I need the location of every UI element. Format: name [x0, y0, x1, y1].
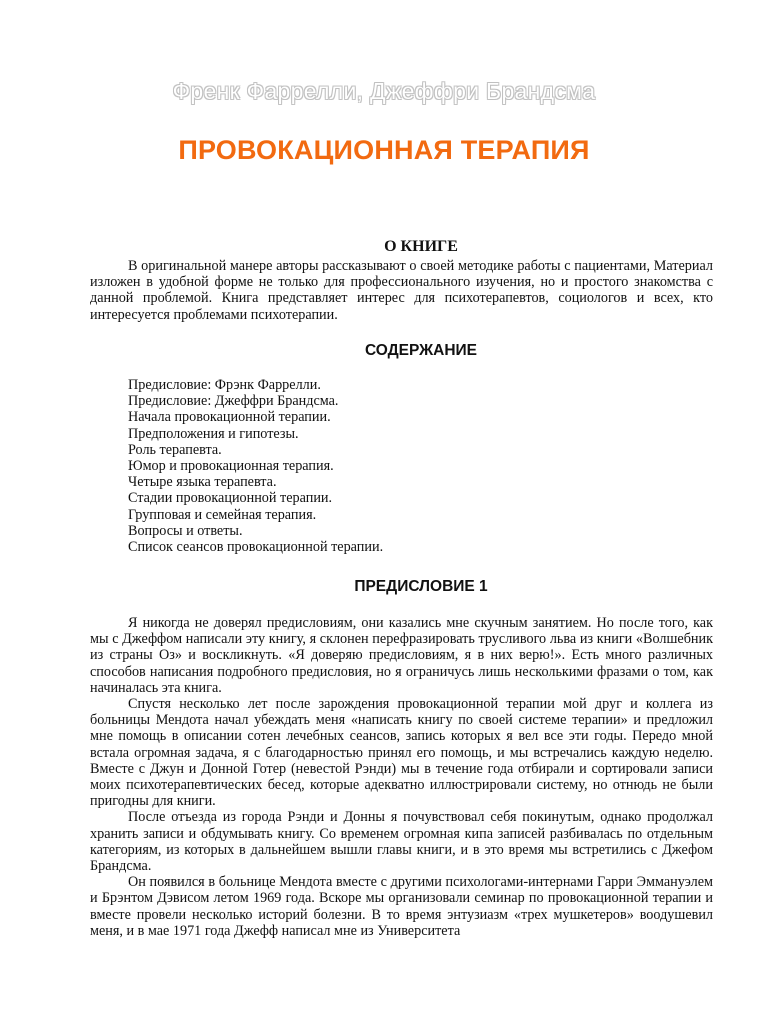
- contents-item: Предположения и гипотезы.: [128, 425, 299, 442]
- preface-paragraph: Спустя несколько лет после зарождения провокационной терапии мой друг и коллега из больницы Мендота начал убеждать меня «написать книгу по своей системе терапии» и предложил мне помощь в описании сотен лечебных сеансов, запись которых я вел все эти годы. Передо мной встала огромная задача, я с благодарностью принял его помощь, и мы встречались каждую неделю. Вместе с Джун и Донной Готер (невестой Рэнди) мы в течение года отбирали и сортировали записи моих психотерапевтических бесед, которые адекватно иллюстрировали систему, но отнюдь не были пригодны для книги.: [90, 696, 713, 810]
- contents-item: Список сеансов провокационной терапии.: [128, 539, 384, 556]
- preface-section: [90, 615, 713, 939]
- contents-item: Юмор и провокационная терапия.: [128, 458, 334, 475]
- contents-heading: СОДЕРЖАНИЕ: [364, 342, 478, 359]
- contents-item: Предисловие: Джеффри Брандсма.: [128, 393, 339, 410]
- preface-paragraph: Я никогда не доверял предисловиям, они казались мне скучным занятием. Но после того, как мы с Джеффом написали эту книгу, я склонен перефразировать трусливого льва из книги «Волшебник из страны Оз» и воскликнуть. «Я доверяю предисловиям, я в них верю!». Есть много различных способов написания подробного предисловия, но я ограничусь лишь несколькими фразами о том, как начиналась эта книга.: [90, 615, 713, 696]
- about-paragraph: В оригинальной манере авторы рассказывают о своей методике работы с пациентами, Материал изложен в удобной форме не только для профессионального изучения, но и простого знакомства с данной проблемой. Книга представляет интерес для психотерапевтов, социологов и всех, кто интересуется проблемами психотерапии.: [90, 258, 713, 323]
- preface-heading: ПРЕДИСЛОВИЕ 1: [354, 578, 488, 595]
- contents-item: Начала провокационной терапии.: [128, 409, 331, 426]
- contents-item: Групповая и семейная терапия.: [128, 506, 317, 523]
- book-authors: Френк Фаррелли, Джеффри Брандсма: [172, 78, 596, 104]
- about-section: [90, 258, 713, 323]
- contents-item: Четыре языка терапевта.: [128, 474, 277, 491]
- book-title: ПРОВОКАЦИОННАЯ ТЕРАПИЯ: [178, 135, 590, 165]
- contents-item: Предисловие: Фрэнк Фаррелли.: [128, 377, 321, 393]
- preface-paragraph: После отъезда из города Рэнди и Донны я почувствовал себя покинутым, однако продолжал хранить записи и обдумывать книгу. Со временем огромная кипа записей разбивалась по отдельным категориям, из которых в дальнейшем вышли главы книги, и в это время мы встретились с Джефом Брандсма.: [90, 809, 713, 875]
- contents-item: Роль терапевта.: [128, 441, 222, 458]
- about-heading: О КНИГЕ: [384, 238, 458, 255]
- preface-paragraph: Он появился в больнице Мендота вместе с другими психологами-интернами Гарри Эммануэлем и Брэнтом Дэвисом летом 1969 года. Вскоре мы организовали семинар по провокационной терапии и вместе провели несколько историй болезни. В то время энтузиазм «трех мушкетеров» воодушевил меня, и в мае 1971 года Джефф написал мне из Университета: [90, 874, 713, 939]
- contents-item: Стадии провокационной терапии.: [128, 490, 333, 507]
- contents-item: Вопросы и ответы.: [128, 522, 243, 539]
- contents-list: [128, 377, 383, 555]
